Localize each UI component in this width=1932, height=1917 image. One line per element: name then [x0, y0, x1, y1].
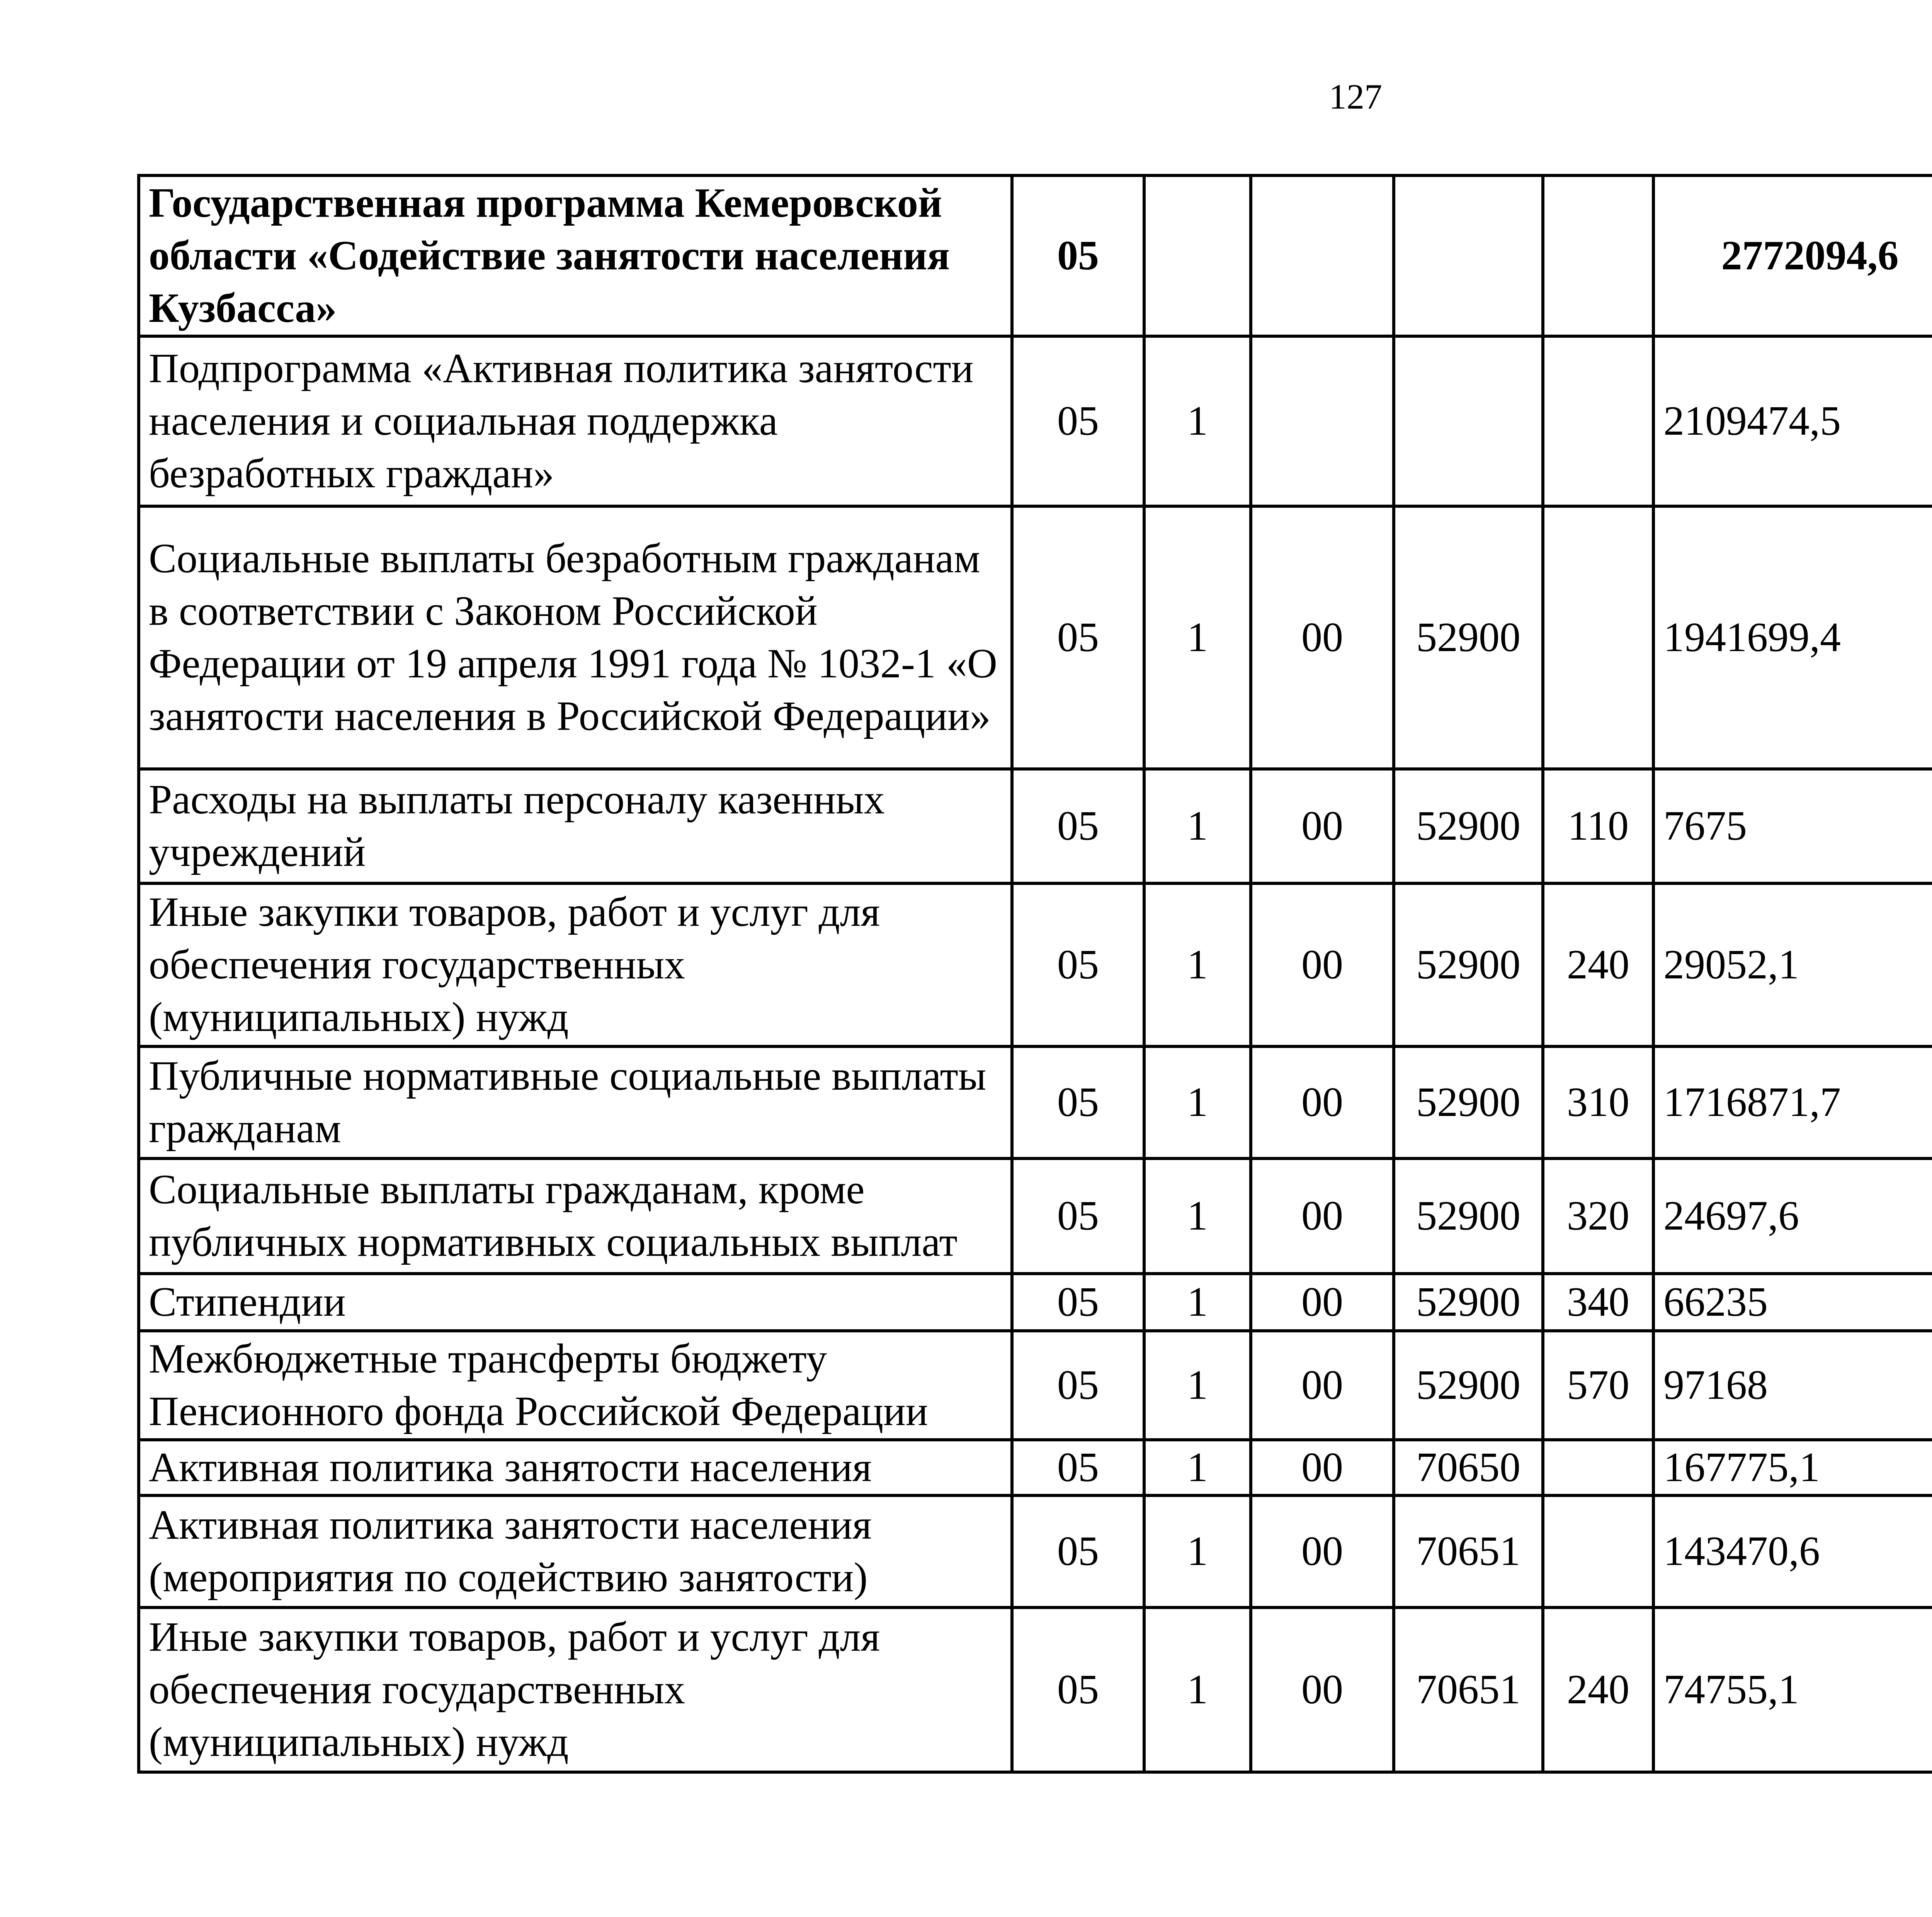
amount-year-1: 24697,6 [1653, 1158, 1932, 1274]
subprogram-code: 1 [1144, 1440, 1251, 1495]
amount-year-1: 1716871,7 [1653, 1046, 1932, 1158]
item-code: 70650 [1394, 1440, 1543, 1495]
table-row [139, 1046, 1932, 1158]
measure-code: 00 [1251, 1158, 1394, 1274]
item-code: 52900 [1394, 769, 1543, 883]
subprogram-code: 1 [1144, 769, 1251, 883]
row-title: Иные закупки товаров, работ и услуг для обеспечения государственных (муниципальных) нужд [139, 1607, 1012, 1772]
expense-type-code: 240 [1543, 883, 1653, 1046]
row-title: Активная политика занятости населения (мероприятия по содействию занятости) [139, 1495, 1012, 1607]
item-code: 52900 [1394, 1331, 1543, 1440]
measure-code: 00 [1251, 1331, 1394, 1440]
expense-type-code: 240 [1543, 1607, 1653, 1772]
expense-type-code: 320 [1543, 1158, 1653, 1274]
section-code: 05 [1012, 883, 1144, 1046]
amount-year-1: 29052,1 [1653, 883, 1932, 1046]
measure-code: 00 [1251, 506, 1394, 769]
row-title: Социальные выплаты гражданам, кроме публичных нормативных социальных выплат [139, 1158, 1012, 1274]
subprogram-code: 1 [1144, 336, 1251, 506]
expense-type-code: 310 [1543, 1046, 1653, 1158]
row-title: Социальные выплаты безработным гражданам в соответствии с Законом Российской Федерации от 19 апреля 1991 года № 1032-1 «О занятости населения в Российской Федерации» [139, 506, 1012, 769]
subprogram-code [1144, 175, 1251, 336]
table-row [139, 769, 1932, 883]
section-code: 05 [1012, 336, 1144, 506]
measure-code: 00 [1251, 883, 1394, 1046]
page-number: 127 [1329, 77, 1382, 116]
budget-table [137, 174, 1932, 1774]
amount-year-1: 97168 [1653, 1331, 1932, 1440]
table-row [139, 336, 1932, 506]
row-title: Активная политика занятости населения [139, 1440, 1012, 1495]
subprogram-code: 1 [1144, 1607, 1251, 1772]
row-title: Иные закупки товаров, работ и услуг для обеспечения государственных (муниципальных) нужд [139, 883, 1012, 1046]
row-title: Стипендии [139, 1274, 1012, 1331]
expense-type-code: 110 [1543, 769, 1653, 883]
subprogram-code: 1 [1144, 1495, 1251, 1607]
expense-type-code [1543, 175, 1653, 336]
expense-type-code [1543, 336, 1653, 506]
item-code: 70651 [1394, 1495, 1543, 1607]
expense-type-code [1543, 506, 1653, 769]
item-code: 52900 [1394, 506, 1543, 769]
table-row [139, 1440, 1932, 1495]
item-code: 52900 [1394, 1158, 1543, 1274]
section-code: 05 [1012, 1331, 1144, 1440]
subprogram-code: 1 [1144, 1046, 1251, 1158]
section-code: 05 [1012, 1607, 1144, 1772]
measure-code: 00 [1251, 1440, 1394, 1495]
section-code: 05 [1012, 1495, 1144, 1607]
amount-year-1: 66235 [1653, 1274, 1932, 1331]
section-code: 05 [1012, 1046, 1144, 1158]
item-code [1394, 336, 1543, 506]
table-row [139, 1607, 1932, 1772]
table-row [139, 1495, 1932, 1607]
amount-year-1: 2109474,5 [1653, 336, 1932, 506]
item-code: 70651 [1394, 1607, 1543, 1772]
measure-code: 00 [1251, 1495, 1394, 1607]
table-row [139, 883, 1932, 1046]
item-code: 52900 [1394, 1046, 1543, 1158]
section-code: 05 [1012, 1274, 1144, 1331]
row-title: Межбюджетные трансферты бюджету Пенсионного фонда Российской Федерации [139, 1331, 1012, 1440]
item-code: 52900 [1394, 1274, 1543, 1331]
table-row [139, 175, 1932, 336]
amount-year-1: 74755,1 [1653, 1607, 1932, 1772]
expense-type-code [1543, 1440, 1653, 1495]
section-code: 05 [1012, 769, 1144, 883]
item-code: 52900 [1394, 883, 1543, 1046]
subprogram-code: 1 [1144, 883, 1251, 1046]
item-code [1394, 175, 1543, 336]
table-row [139, 1158, 1932, 1274]
expense-type-code: 340 [1543, 1274, 1653, 1331]
table-row [139, 506, 1932, 769]
measure-code: 00 [1251, 1274, 1394, 1331]
section-code: 05 [1012, 1440, 1144, 1495]
table-row [139, 1274, 1932, 1331]
section-code: 05 [1012, 1158, 1144, 1274]
table-row [139, 1331, 1932, 1440]
subprogram-code: 1 [1144, 1158, 1251, 1274]
budget-table-body [139, 175, 1932, 1772]
amount-year-1: 7675 [1653, 769, 1932, 883]
amount-year-1: 1941699,4 [1653, 506, 1932, 769]
measure-code: 00 [1251, 1607, 1394, 1772]
subprogram-code: 1 [1144, 1331, 1251, 1440]
subprogram-code: 1 [1144, 506, 1251, 769]
measure-code [1251, 175, 1394, 336]
amount-year-1: 143470,6 [1653, 1495, 1932, 1607]
section-code: 05 [1012, 175, 1144, 336]
row-title: Подпрограмма «Активная политика занятости населения и социальная поддержка безработных граждан» [139, 336, 1012, 506]
measure-code: 00 [1251, 769, 1394, 883]
amount-year-1: 167775,1 [1653, 1440, 1932, 1495]
measure-code [1251, 336, 1394, 506]
expense-type-code [1543, 1495, 1653, 1607]
row-title: Публичные нормативные социальные выплаты гражданам [139, 1046, 1012, 1158]
row-title: Расходы на выплаты персоналу казенных учреждений [139, 769, 1012, 883]
measure-code: 00 [1251, 1046, 1394, 1158]
amount-year-1: 2772094,6 [1653, 175, 1932, 336]
subprogram-code: 1 [1144, 1274, 1251, 1331]
section-code: 05 [1012, 506, 1144, 769]
row-title: Государственная программа Кемеровской области «Содействие занятости населения Кузбасса» [139, 175, 1012, 336]
expense-type-code: 570 [1543, 1331, 1653, 1440]
